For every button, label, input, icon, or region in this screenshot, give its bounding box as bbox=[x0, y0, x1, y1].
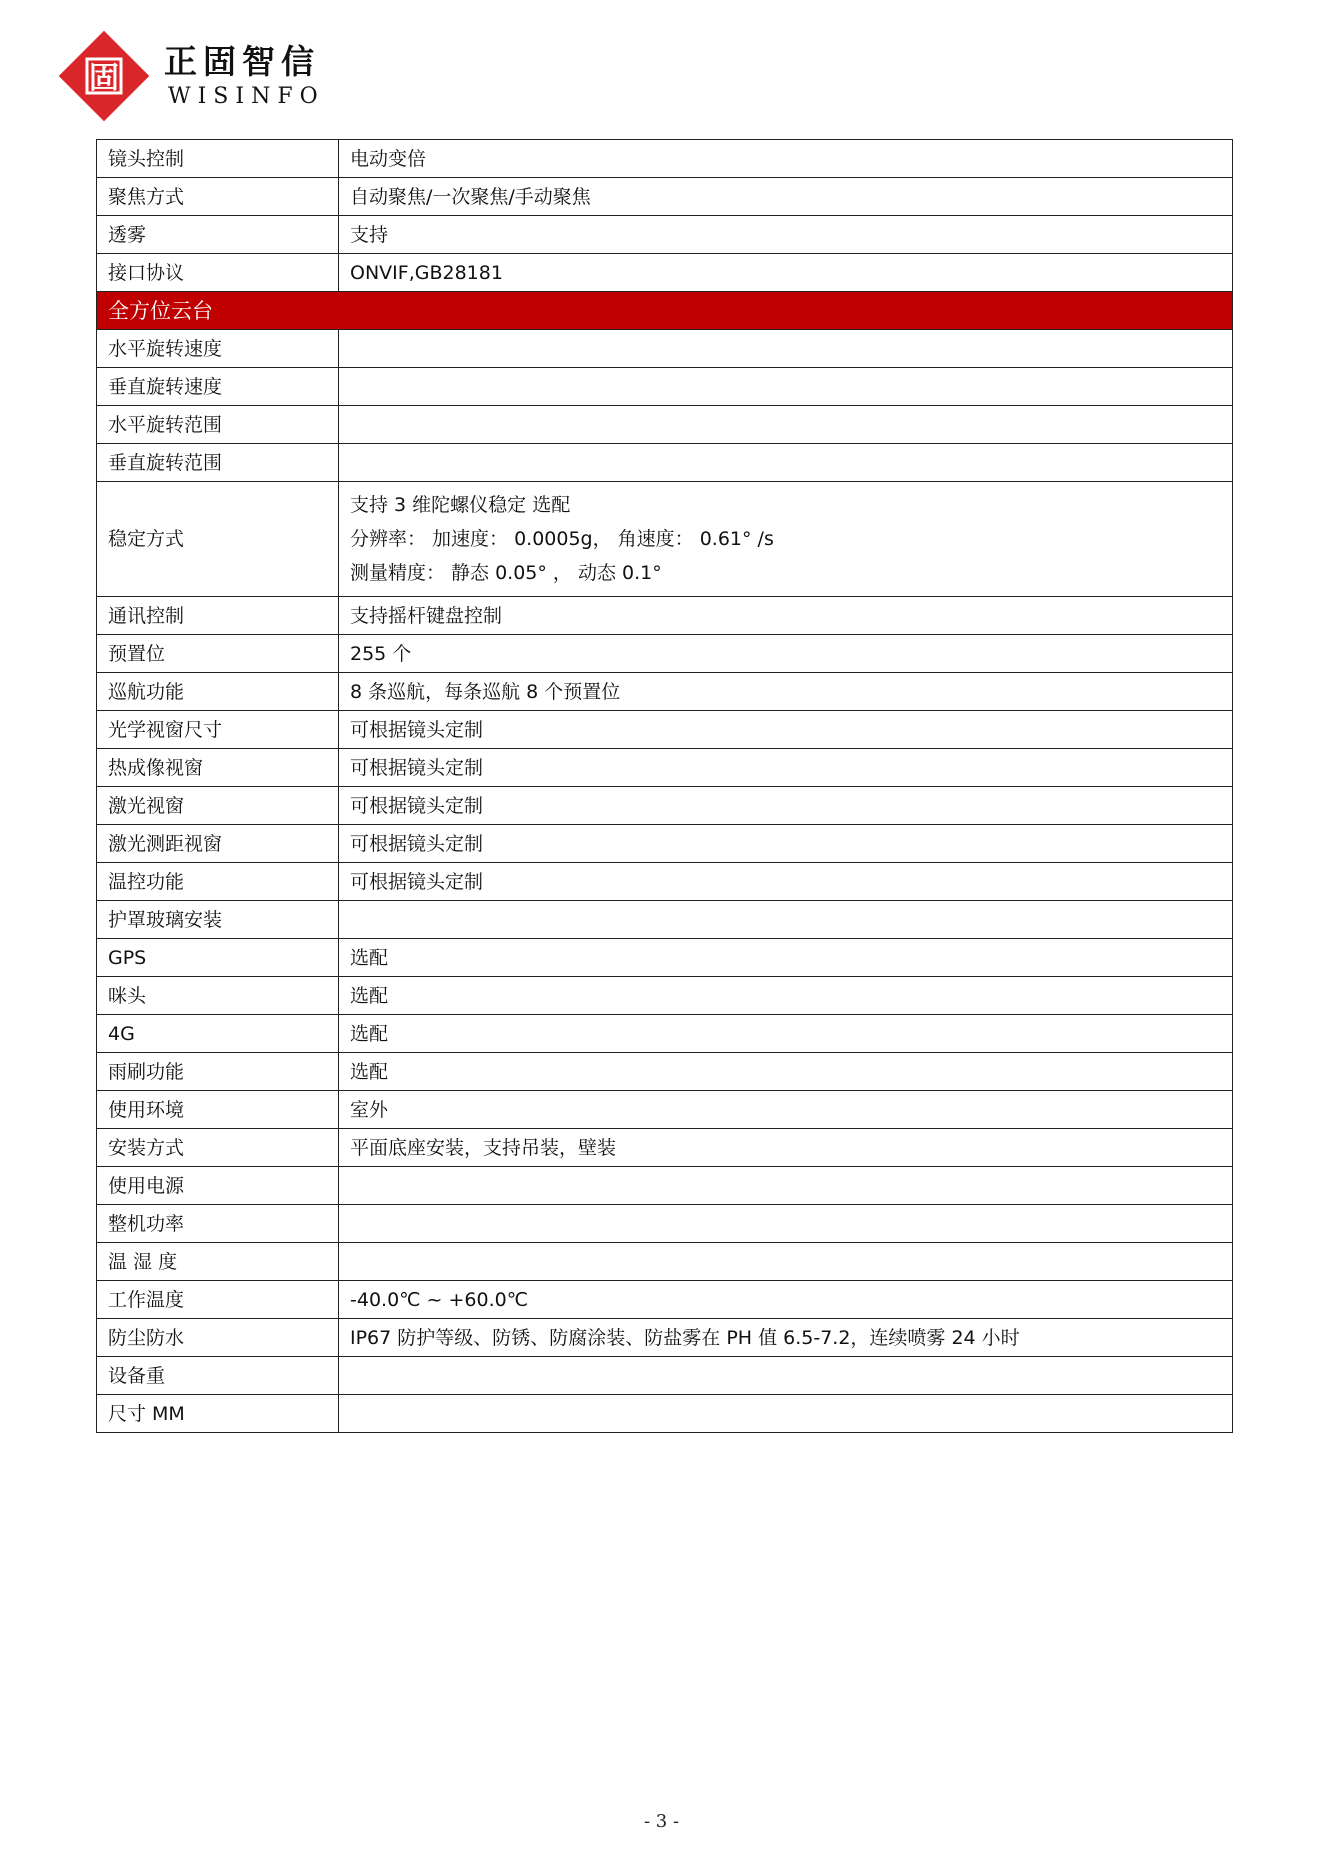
table-row bbox=[97, 368, 1233, 406]
spec-value: 电动变倍 bbox=[339, 140, 1233, 178]
spec-label: 水平旋转范围 bbox=[97, 406, 339, 444]
spec-table bbox=[96, 139, 1233, 1433]
table-row bbox=[97, 178, 1233, 216]
spec-value: ONVIF,GB28181 bbox=[339, 254, 1233, 292]
spec-value: 选配 bbox=[339, 977, 1233, 1015]
spec-label: 接口协议 bbox=[97, 254, 339, 292]
table-row bbox=[97, 140, 1233, 178]
spec-label: 聚焦方式 bbox=[97, 178, 339, 216]
spec-value: 选配 bbox=[339, 1053, 1233, 1091]
spec-label: 稳定方式 bbox=[97, 482, 339, 597]
spec-value: 可根据镜头定制 bbox=[339, 787, 1233, 825]
logo-diamond-icon bbox=[56, 28, 152, 124]
spec-label: 巡航功能 bbox=[97, 673, 339, 711]
table-row bbox=[97, 444, 1233, 482]
spec-value-multiline bbox=[339, 482, 1233, 597]
spec-label: 4G bbox=[97, 1015, 339, 1053]
spec-value bbox=[339, 406, 1233, 444]
stability-line: 测量精度： 静态 0.05° ， 动态 0.1° bbox=[350, 562, 662, 584]
spec-value: 自动聚焦/一次聚焦/手动聚焦 bbox=[339, 178, 1233, 216]
spec-label: 垂直旋转速度 bbox=[97, 368, 339, 406]
spec-label: GPS bbox=[97, 939, 339, 977]
section-title: 全方位云台 bbox=[97, 292, 1233, 330]
spec-label: 使用电源 bbox=[97, 1167, 339, 1205]
logo-glyph: 固 bbox=[89, 61, 119, 96]
page-number: - 3 - bbox=[643, 1811, 680, 1832]
spec-value bbox=[339, 330, 1233, 368]
section-header-row bbox=[97, 292, 1233, 330]
spec-label: 工作温度 bbox=[97, 1281, 339, 1319]
spec-value bbox=[339, 901, 1233, 939]
table-row bbox=[97, 1319, 1233, 1357]
spec-label: 预置位 bbox=[97, 635, 339, 673]
spec-value: 选配 bbox=[339, 1015, 1233, 1053]
spec-label: 设备重 bbox=[97, 1357, 339, 1395]
spec-value: 255 个 bbox=[339, 635, 1233, 673]
table-row bbox=[97, 1091, 1233, 1129]
spec-value: 支持摇杆键盘控制 bbox=[339, 597, 1233, 635]
spec-value: 选配 bbox=[339, 939, 1233, 977]
table-row bbox=[97, 216, 1233, 254]
spec-value bbox=[339, 444, 1233, 482]
spec-value: 平面底座安装，支持吊装，壁装 bbox=[339, 1129, 1233, 1167]
spec-value: 支持 bbox=[339, 216, 1233, 254]
spec-label: 护罩玻璃安装 bbox=[97, 901, 339, 939]
table-row bbox=[97, 939, 1233, 977]
table-row bbox=[97, 597, 1233, 635]
table-row bbox=[97, 1243, 1233, 1281]
spec-label: 激光视窗 bbox=[97, 787, 339, 825]
table-row bbox=[97, 635, 1233, 673]
spec-label: 防尘防水 bbox=[97, 1319, 339, 1357]
spec-value: 8 条巡航，每条巡航 8 个预置位 bbox=[339, 673, 1233, 711]
table-row bbox=[97, 711, 1233, 749]
spec-value: IP67 防护等级、防锈、防腐涂装、防盐雾在 PH 值 6.5-7.2，连续喷雾 24 小时 bbox=[339, 1319, 1233, 1357]
table-row bbox=[97, 1167, 1233, 1205]
table-row bbox=[97, 1205, 1233, 1243]
stability-line: 分辨率： 加速度： 0.0005g， 角速度： 0.61° /s bbox=[350, 528, 774, 550]
table-row bbox=[97, 1357, 1233, 1395]
table-row bbox=[97, 406, 1233, 444]
spec-label: 垂直旋转范围 bbox=[97, 444, 339, 482]
table-row bbox=[97, 1395, 1233, 1433]
spec-value: 可根据镜头定制 bbox=[339, 749, 1233, 787]
spec-label: 整机功率 bbox=[97, 1205, 339, 1243]
spec-value: 可根据镜头定制 bbox=[339, 825, 1233, 863]
table-row bbox=[97, 1281, 1233, 1319]
brand-name-en: WISINFO bbox=[168, 84, 325, 109]
spec-label: 使用环境 bbox=[97, 1091, 339, 1129]
spec-value bbox=[339, 1205, 1233, 1243]
spec-value: 室外 bbox=[339, 1091, 1233, 1129]
spec-label: 雨刷功能 bbox=[97, 1053, 339, 1091]
table-row bbox=[97, 1015, 1233, 1053]
company-logo bbox=[56, 28, 326, 128]
table-row bbox=[97, 787, 1233, 825]
spec-label: 通讯控制 bbox=[97, 597, 339, 635]
spec-label: 咪头 bbox=[97, 977, 339, 1015]
spec-value bbox=[339, 1243, 1233, 1281]
spec-label: 水平旋转速度 bbox=[97, 330, 339, 368]
spec-value bbox=[339, 368, 1233, 406]
table-row bbox=[97, 673, 1233, 711]
spec-label: 光学视窗尺寸 bbox=[97, 711, 339, 749]
table-row bbox=[97, 749, 1233, 787]
spec-value: 可根据镜头定制 bbox=[339, 711, 1233, 749]
table-row bbox=[97, 330, 1233, 368]
spec-label: 镜头控制 bbox=[97, 140, 339, 178]
table-row bbox=[97, 254, 1233, 292]
table-row bbox=[97, 863, 1233, 901]
spec-label: 透雾 bbox=[97, 216, 339, 254]
table-row bbox=[97, 1129, 1233, 1167]
spec-value bbox=[339, 1357, 1233, 1395]
brand-name-cn: 正固智信 bbox=[164, 42, 320, 81]
spec-label: 温控功能 bbox=[97, 863, 339, 901]
table-row bbox=[97, 825, 1233, 863]
spec-value: -40.0℃ ~ +60.0℃ bbox=[339, 1281, 1233, 1319]
spec-value bbox=[339, 1167, 1233, 1205]
table-row bbox=[97, 901, 1233, 939]
spec-label: 尺寸 MM bbox=[97, 1395, 339, 1433]
spec-label: 激光测距视窗 bbox=[97, 825, 339, 863]
table-row bbox=[97, 977, 1233, 1015]
spec-label: 温 湿 度 bbox=[97, 1243, 339, 1281]
table-row bbox=[97, 1053, 1233, 1091]
table-row-stability bbox=[97, 482, 1233, 597]
spec-value: 可根据镜头定制 bbox=[339, 863, 1233, 901]
spec-label: 安装方式 bbox=[97, 1129, 339, 1167]
spec-label: 热成像视窗 bbox=[97, 749, 339, 787]
spec-value bbox=[339, 1395, 1233, 1433]
stability-line: 支持 3 维陀螺仪稳定 选配 bbox=[350, 494, 571, 516]
